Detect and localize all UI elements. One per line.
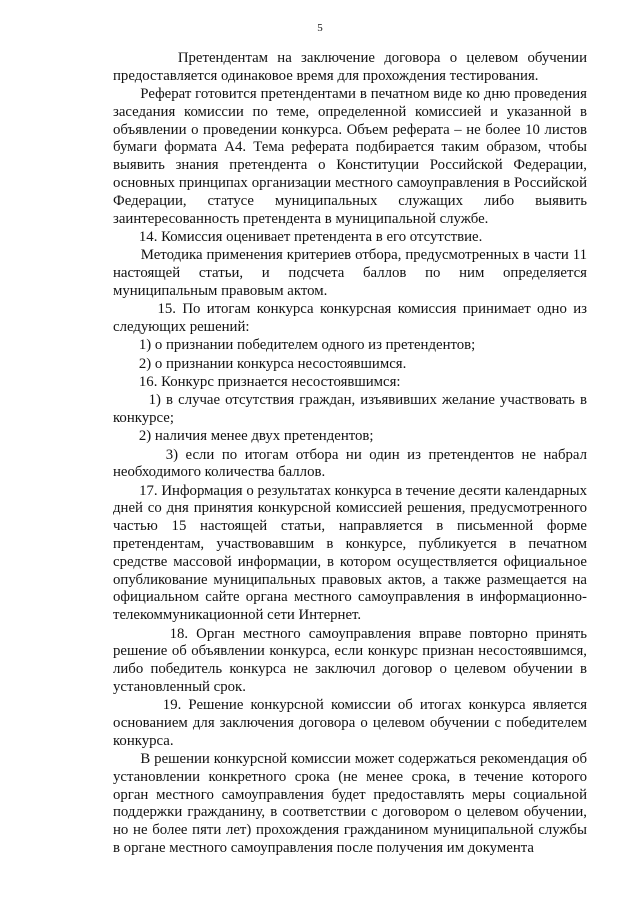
paragraph-19: 19. Решение конкурсной комиссии об итогах конкурса является основанием для заключения договора о целевом обучении с победителем конкурса. bbox=[113, 697, 587, 749]
paragraph-14: 14. Комиссия оценивает претендента в его отсутствие. bbox=[113, 228, 483, 245]
paragraph-15-item-2: 2) о признании конкурса несостоявшимся. bbox=[113, 355, 407, 372]
paragraph-18: 18. Орган местного самоуправления вправе повторно принять решение об объявлении конкурса, если конкурс признан несостоявшимся, либо победитель конкурса не заключил договор о целевом обучении в установленный срок. bbox=[113, 625, 587, 695]
paragraph-17: 17. Информация о результатах конкурса в течение десяти календарных дней со дня принятия конкурсной комиссией решения, предусмотренного частью 15 настоящей статьи, направляется в письменной форме претендентам, участвовавшим в конкурсе, публикуется в печатном средстве массовой информации, в котором осуществляется официальное опубликование муниципальных правовых актов, а также размещается на официальном сайте органа местного самоуправления в информационно-телекоммуникационной сети Интернет. bbox=[113, 482, 587, 624]
paragraph-16-item-3: 3) если по итогам отбора ни один из претендентов не набрал необходимого количества баллов. bbox=[113, 446, 587, 481]
paragraph-recommendation: В решении конкурсной комиссии может содержаться рекомендация об установлении конкретного срока (не менее срока, в течение которого орган местного самоуправления будет предоставлять меры социальной поддержки гражданину, в соответствии с договором о целевом обучении, но не более пяти лет) прохождения гражданином муниципальной службы в органе местного самоуправления после получения им документа bbox=[113, 751, 587, 857]
paragraph-15: 15. По итогам конкурса конкурсная комиссия принимает одно из следующих решений: bbox=[113, 301, 587, 335]
paragraph-essay: Реферат готовится претендентами в печатном виде ко дню проведения заседания комиссии по теме, определенной комиссией и указанной в объявлении о проведении конкурса. Объем реферата – не более 10 листов бумаги формата А4. Тема реферата подбирается таким образом, чтобы выявить знания претендента о Конституции Российской Федерации, основных принципах организации местного самоуправления в Российской Федерации, статусе муниципальных служащих либо выявить заинтересованность претендента в муниципальной службе. bbox=[113, 86, 587, 227]
paragraph-15-item-1: 1) о признании победителем одного из претендентов; bbox=[113, 337, 476, 354]
document-body bbox=[113, 50, 587, 858]
paragraph-testing-time: Претендентам на заключение договора о целевом обучении предоставляется одинаковое время для прохождения тестирования. bbox=[113, 50, 587, 84]
paragraph-methodology: Методика применения критериев отбора, предусмотренных в части 11 настоящей статьи, и подсчета баллов по ним определяется муниципальным правовым актом. bbox=[113, 247, 587, 299]
paragraph-16-item-2: 2) наличия менее двух претендентов; bbox=[113, 428, 374, 445]
page-number: 5 bbox=[317, 22, 323, 34]
paragraph-16: 16. Конкурс признается несостоявшимся: bbox=[113, 373, 401, 390]
paragraph-16-item-1: 1) в случае отсутствия граждан, изъявивших желание участвовать в конкурсе; bbox=[113, 392, 587, 426]
